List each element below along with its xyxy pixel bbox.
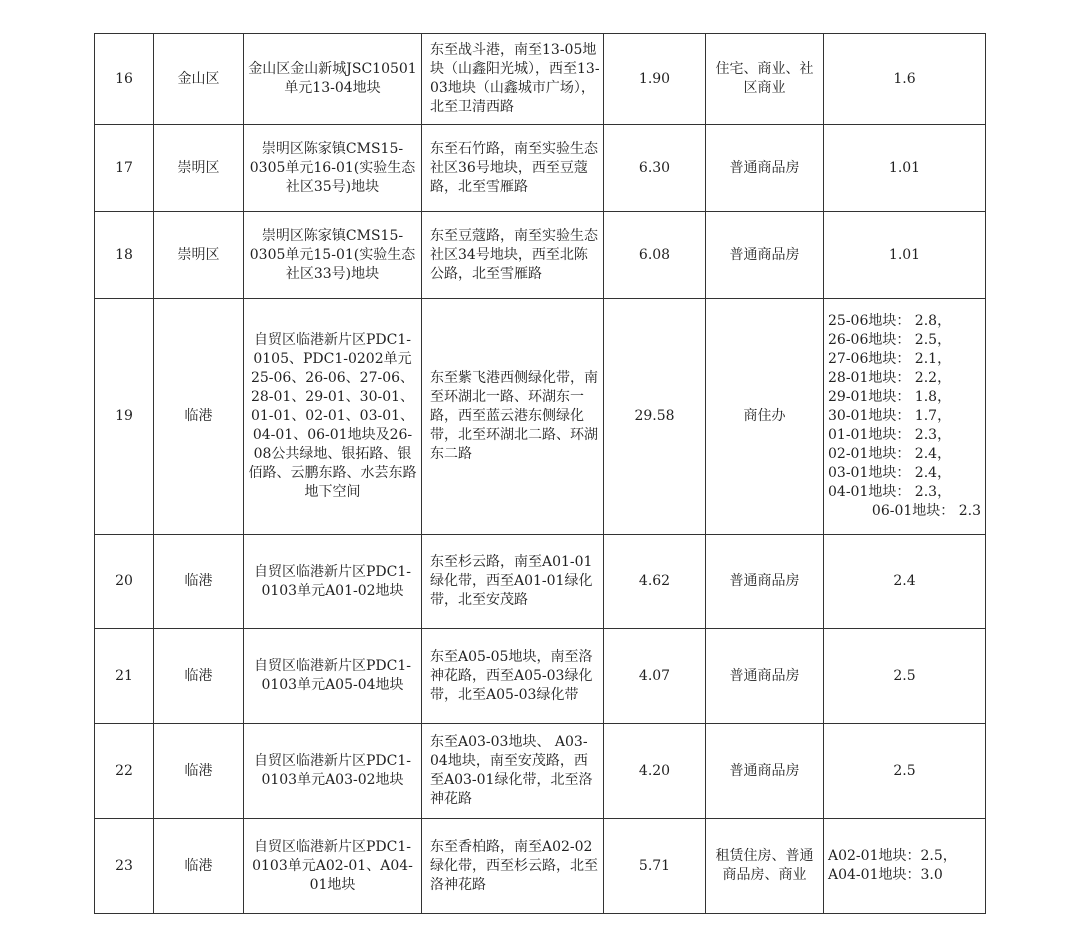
district-cell: 临港 [154,819,244,914]
plot-ratio-cell [824,819,986,914]
area-cell: 4.62 [604,535,706,629]
table-row [95,629,986,724]
land-use-cell: 租赁住房、普通商品房、商业 [706,819,824,914]
land-use-cell: 普通商品房 [706,212,824,299]
row-number: 23 [95,819,154,914]
plot-ratio-line: 06-01地块： 2.3 [871,503,981,519]
parcel-name-cell: 自贸区临港新片区PDC1-0105、PDC1-0202单元25-06、26-06、27-06、28-01、29-01、30-01、01-01、02-01、03-01、04-01、06-01地块及26-08公共绿地、银拓路、银佰路、云鹏东路、水芸东路地下空间 [244,299,422,535]
table-row [95,212,986,299]
plot-ratio-line: 28-01地块： 2.2， [828,370,952,386]
area-cell: 29.58 [604,299,706,535]
row-number: 17 [95,125,154,212]
plot-ratio-line: A04-01地块：3.0 [828,867,943,883]
area-cell: 4.20 [604,724,706,819]
plot-ratio-line: A02-01地块：2.5， [828,848,957,864]
plot-ratio-line: 30-01地块： 1.7， [828,408,952,424]
row-number: 21 [95,629,154,724]
parcel-name-cell: 自贸区临港新片区PDC1-0103单元A03-02地块 [244,724,422,819]
boundary-cell: 东至A03-03地块、 A03-04地块，南至安茂路，西至A03-01绿化带，北至洛神花路 [422,724,604,819]
parcel-name-cell: 金山区金山新城JSC10501单元13-04地块 [244,34,422,125]
area-cell: 4.07 [604,629,706,724]
district-cell: 临港 [154,629,244,724]
parcel-name-cell: 自贸区临港新片区PDC1-0103单元A05-04地块 [244,629,422,724]
district-cell: 崇明区 [154,212,244,299]
table-row [95,535,986,629]
plot-ratio-cell: 2.4 [824,535,986,629]
boundary-cell: 东至紫飞港西侧绿化带，南至环湖北一路、环湖东一路，西至蓝云港东侧绿化带，北至环湖北二路、环湖东二路 [422,299,604,535]
parcel-name-cell: 自贸区临港新片区PDC1-0103单元A01-02地块 [244,535,422,629]
land-use-cell: 住宅、商业、社区商业 [706,34,824,125]
area-cell: 1.90 [604,34,706,125]
land-use-cell: 普通商品房 [706,724,824,819]
plot-ratio-line: 26-06地块： 2.5， [828,332,952,348]
boundary-cell: 东至石竹路，南至实验生态社区36号地块，西至豆蔻路，北至雪雁路 [422,125,604,212]
plot-ratio-line: 03-01地块： 2.4， [828,465,952,481]
district-cell: 临港 [154,724,244,819]
area-cell: 6.30 [604,125,706,212]
land-parcel-table [94,33,986,914]
plot-ratio-cell: 1.01 [824,125,986,212]
district-cell: 崇明区 [154,125,244,212]
table-row [95,125,986,212]
district-cell: 金山区 [154,34,244,125]
boundary-cell: 东至战斗港，南至13-05地块（山鑫阳光城），西至13-03地块（山鑫城市广场），北至卫清西路 [422,34,604,125]
plot-ratio-cell: 1.01 [824,212,986,299]
plot-ratio-line: 02-01地块： 2.4， [828,446,952,462]
row-number: 18 [95,212,154,299]
area-cell: 5.71 [604,819,706,914]
plot-ratio-line: 29-01地块： 1.8， [828,389,952,405]
plot-ratio-cell: 2.5 [824,629,986,724]
parcel-name-cell: 崇明区陈家镇CMS15-0305单元16-01(实验生态社区35号)地块 [244,125,422,212]
plot-ratio-line: 04-01地块： 2.3， [828,484,952,500]
plot-ratio-line: 27-06地块： 2.1， [828,351,952,367]
boundary-cell: 东至A05-05地块，南至洛神花路，西至A05-03绿化带，北至A05-03绿化带 [422,629,604,724]
row-number: 20 [95,535,154,629]
boundary-cell: 东至香柏路，南至A02-02绿化带，西至杉云路，北至洛神花路 [422,819,604,914]
row-number: 16 [95,34,154,125]
parcel-name-cell: 自贸区临港新片区PDC1-0103单元A02-01、A04-01地块 [244,819,422,914]
land-use-cell: 普通商品房 [706,629,824,724]
plot-ratio-line: 01-01地块： 2.3， [828,427,952,443]
table-row [95,819,986,914]
land-use-cell: 商住办 [706,299,824,535]
district-cell: 临港 [154,299,244,535]
land-use-cell: 普通商品房 [706,125,824,212]
table-row [95,34,986,125]
row-number: 22 [95,724,154,819]
district-cell: 临港 [154,535,244,629]
table-row [95,724,986,819]
plot-ratio-cell: 2.5 [824,724,986,819]
land-use-cell: 普通商品房 [706,535,824,629]
table-row [95,299,986,535]
plot-ratio-line: 25-06地块： 2.8， [828,313,952,329]
row-number: 19 [95,299,154,535]
boundary-cell: 东至杉云路，南至A01-01绿化带，西至A01-01绿化带，北至安茂路 [422,535,604,629]
parcel-name-cell: 崇明区陈家镇CMS15-0305单元15-01(实验生态社区33号)地块 [244,212,422,299]
plot-ratio-cell: 1.6 [824,34,986,125]
boundary-cell: 东至豆蔻路，南至实验生态社区34号地块，西至北陈公路，北至雪雁路 [422,212,604,299]
area-cell: 6.08 [604,212,706,299]
plot-ratio-cell [824,299,986,535]
